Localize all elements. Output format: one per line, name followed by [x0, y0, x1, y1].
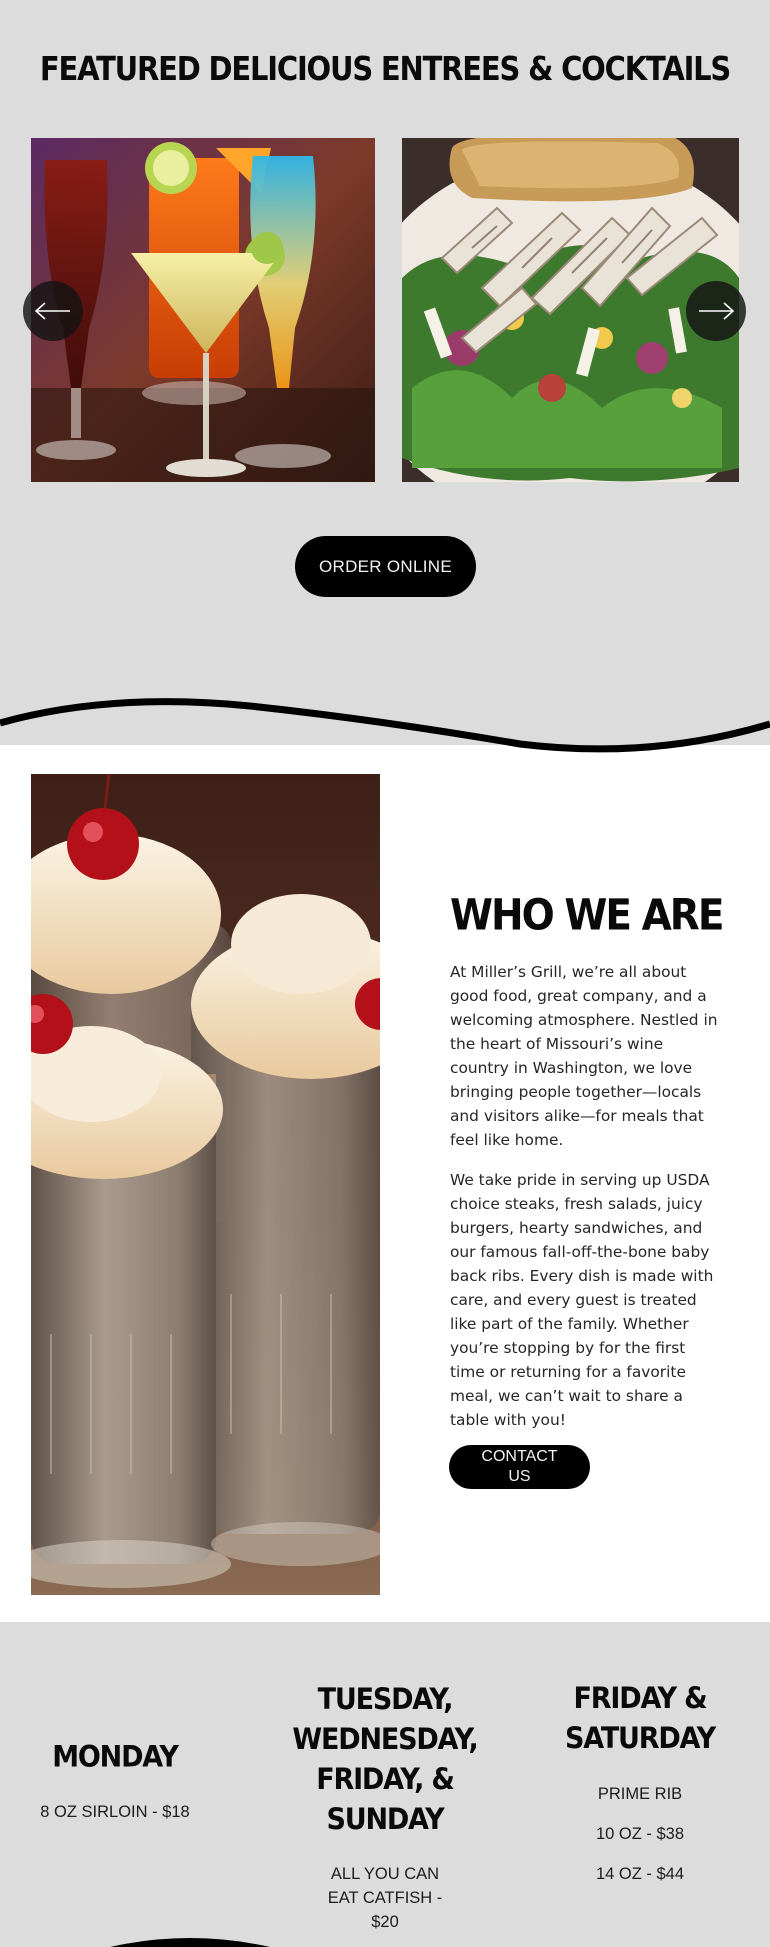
special-monday-item: 8 OZ SIRLOIN - $18	[40, 1803, 190, 1821]
featured-section	[0, 0, 770, 745]
special-midweek	[285, 1683, 485, 1934]
special-weekend-title: FRIDAY & SATURDAY	[564, 1682, 716, 1756]
featured-title: FEATURED DELICIOUS ENTREES & COCKTAILS	[39, 49, 731, 89]
contact-us-button[interactable]: CONTACT US	[449, 1445, 590, 1489]
special-monday-title: MONDAY	[52, 1740, 178, 1775]
about-paragraph-1: At Miller’s Grill, we’re all about good food, great company, and a welcoming atmosphere. Nestled in the heart of Missouri’s wine country in Washington, we love bringing people together—locals and visitors alike—for meals that feel like home.	[450, 963, 718, 1149]
milkshakes-photo	[31, 774, 380, 1595]
special-weekend-item-3: 14 OZ - $44	[595, 1865, 685, 1883]
special-weekend	[540, 1682, 740, 1886]
bottom-wave-divider	[0, 1925, 770, 1947]
arrow-right-icon	[696, 301, 736, 321]
special-monday	[15, 1739, 215, 1824]
section-wave-divider	[0, 680, 770, 760]
special-midweek-title: TUESDAY, WEDNESDAY, FRIDAY, & SUNDAY	[292, 1683, 478, 1837]
about-paragraph-2: We take pride in serving up USDA choice steaks, fresh salads, juicy burgers, hearty sandwiches, and our famous fall-off-the-bone baby back ribs. Every dish is made with care, and every guest is treated like part of the family. Whether you’re stopping by for the first time or returning for a favorite meal, we can’t wait to share a table with you!	[450, 1171, 714, 1429]
special-weekend-item-1: PRIME RIB	[597, 1785, 683, 1803]
carousel-prev-button[interactable]	[23, 281, 83, 341]
who-we-are-title: WHO WE ARE	[450, 890, 723, 941]
special-weekend-item-2: 10 OZ - $38	[595, 1825, 685, 1843]
daily-specials-section	[0, 1622, 770, 1947]
special-midweek-item: ALL YOU CAN EAT CATFISH - $20	[327, 1865, 443, 1931]
order-online-button[interactable]: ORDER ONLINE	[295, 536, 476, 597]
carousel-next-button[interactable]	[686, 281, 746, 341]
arrow-left-icon	[33, 301, 73, 321]
